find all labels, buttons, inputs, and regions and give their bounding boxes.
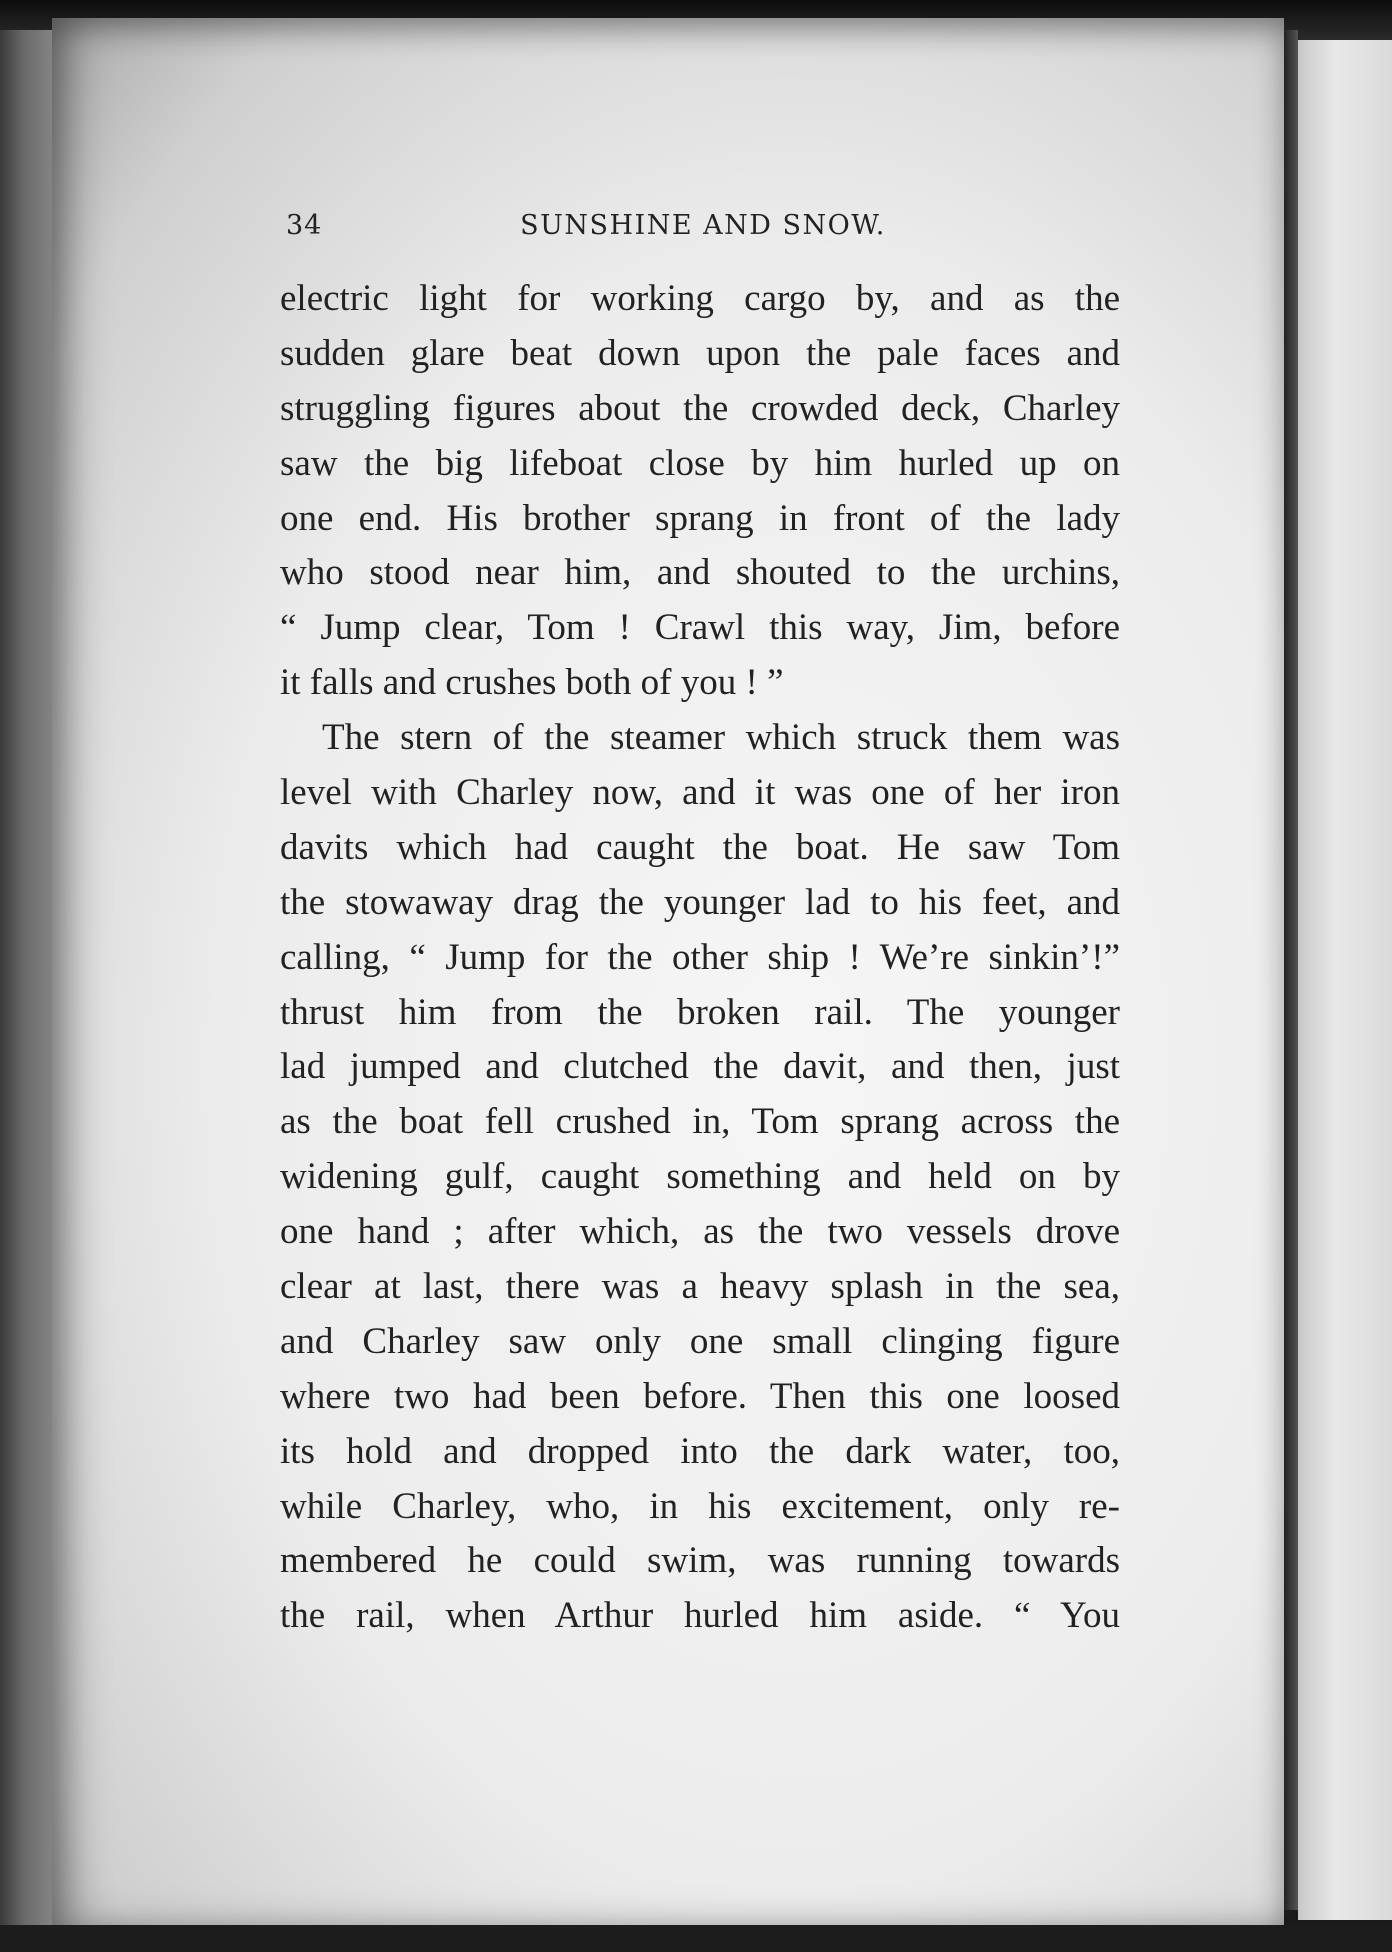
text-line: who stood near him, and shouted to the urchins, — [280, 552, 1120, 594]
text-line: saw the big lifeboat close by him hurled up on — [280, 442, 1120, 484]
text-line: thrust him from the broken rail. The younger — [280, 991, 1120, 1033]
text-line: and Charley saw only one small clinging figure — [280, 1320, 1120, 1362]
text-line: as the boat fell crushed in, Tom sprang across the — [280, 1101, 1120, 1143]
text-line: its hold and dropped into the dark water, too, — [280, 1430, 1120, 1472]
facing-page-edge — [1298, 40, 1392, 1920]
text-line: the rail, when Arthur hurled him aside. “ You — [280, 1595, 1120, 1637]
text-line: widening gulf, caught something and held on by — [280, 1156, 1120, 1198]
text-line: one hand ; after which, as the two vessels drove — [280, 1211, 1120, 1253]
running-title: SUNSHINE AND SNOW. — [520, 210, 886, 241]
bottom-shadow — [0, 1925, 1392, 1952]
text-line: the stowaway drag the younger lad to his feet, and — [280, 881, 1120, 923]
text-line: struggling figures about the crowded deck, Charley — [280, 387, 1120, 429]
text-line: electric light for working cargo by, and as the — [280, 278, 1120, 319]
page-header — [286, 210, 1120, 250]
text-line: it falls and crushes both of you ! ” — [280, 662, 784, 704]
text-line: calling, “ Jump for the other ship ! We’re sinkin’!” — [280, 936, 1120, 978]
text-line: “ Jump clear, Tom ! Crawl this way, Jim, before — [280, 607, 1120, 649]
text-line: where two had been before. Then this one loosed — [280, 1375, 1120, 1417]
book-gutter — [1284, 30, 1298, 1910]
page-number: 34 — [286, 210, 323, 241]
text-line: The stern of the steamer which struck them was — [322, 717, 1120, 759]
text-line: sudden glare beat down upon the pale faces and — [280, 332, 1120, 374]
text-line: clear at last, there was a heavy splash in the sea, — [280, 1266, 1120, 1308]
text-line: membered he could swim, was running towards — [280, 1540, 1120, 1582]
text-line: davits which had caught the boat. He saw Tom — [280, 826, 1120, 868]
book-edge-left — [0, 30, 60, 1930]
text-line: one end. His brother sprang in front of the lady — [280, 497, 1120, 539]
text-line: lad jumped and clutched the davit, and then, just — [280, 1046, 1120, 1088]
page-body — [280, 272, 1120, 1644]
text-line: while Charley, who, in his excitement, only re- — [280, 1485, 1120, 1527]
text-line: level with Charley now, and it was one of her iron — [280, 772, 1120, 814]
